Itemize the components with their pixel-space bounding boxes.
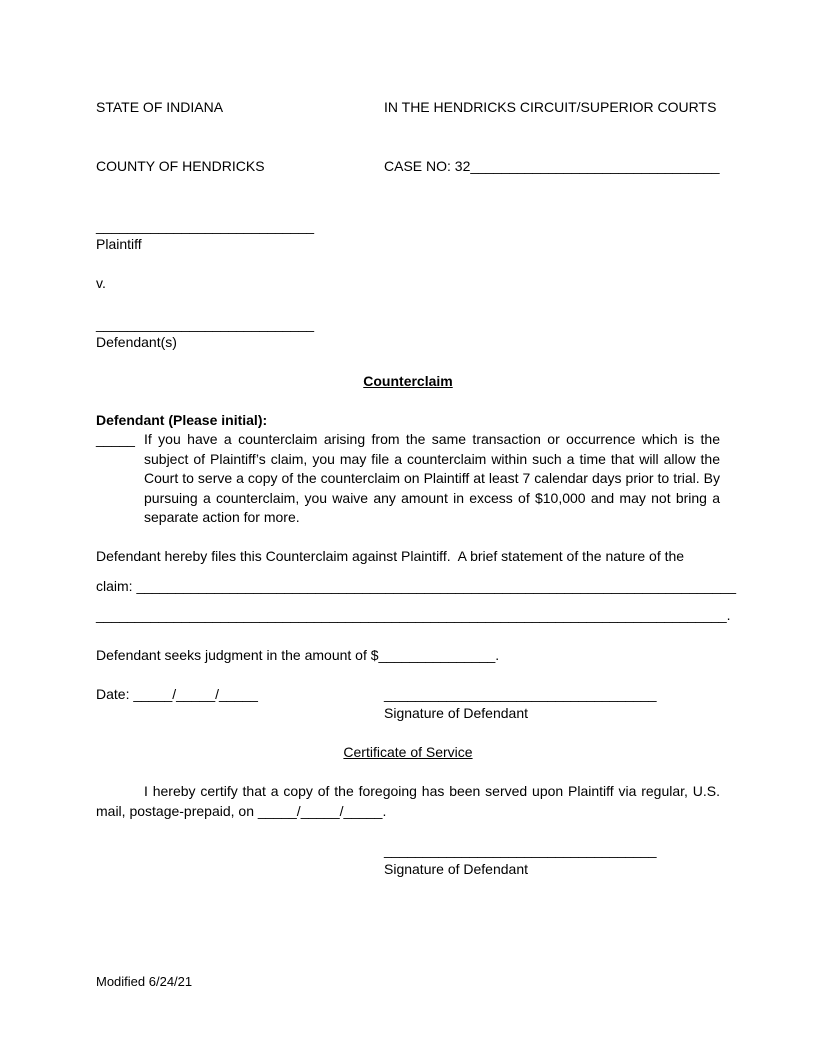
certificate-signature-label: Signature of Defendant [384, 861, 528, 877]
plaintiff-label: Plaintiff [96, 236, 142, 252]
plaintiff-name-field[interactable]: ____________________________ [96, 218, 315, 234]
date-field[interactable]: Date: _____/_____/_____ [96, 686, 258, 702]
signature-field[interactable]: ___________________________________ [384, 686, 657, 702]
signature-label: Signature of Defendant [384, 705, 528, 721]
statement-intro: Defendant hereby files this Counterclaim against Plaintiff. A brief statement of the nature of the [96, 548, 685, 564]
county-label: COUNTY OF HENDRICKS [96, 158, 265, 174]
certificate-title: Certificate of Service [343, 744, 473, 760]
state-label: STATE OF INDIANA [96, 99, 224, 115]
judgment-amount-field[interactable]: Defendant seeks judgment in the amount of $_______________. [96, 647, 500, 663]
document-title: Counterclaim [363, 373, 453, 389]
claim-field-continued[interactable]: _________________________________________________________________________________. [96, 607, 731, 623]
initial-heading: Defendant (Please initial): [96, 412, 268, 428]
claim-field[interactable]: claim: _____________________________________________________________________________ [96, 578, 736, 594]
court-label: IN THE HENDRICKS CIRCUIT/SUPERIOR COURTS [384, 99, 717, 115]
initial-field[interactable]: _____ [96, 431, 135, 447]
footer-modified: Modified 6/24/21 [96, 974, 193, 989]
certificate-signature-field[interactable]: ___________________________________ [384, 842, 657, 858]
versus-label: v. [96, 275, 106, 291]
counterclaim-notice: If you have a counterclaim arising from the same transaction or occurrence which is the subject of Plaintiff’s claim, you may file a counterclaim within such a time that will allow the Court to serve a copy of the counterclaim on Plaintiff at least 7 calendar days prior to trial. By pursuing a counterclaim, you waive any amount in excess of $10,000 and may not bring a separate action for more. [144, 431, 720, 526]
certificate-text: I hereby certify that a copy of the foregoing has been served upon Plaintiff via regular, U.S. mail, postage-prepaid, on _____/_____/_____. [96, 783, 720, 819]
defendant-name-field[interactable]: ____________________________ [96, 316, 315, 332]
defendant-label: Defendant(s) [96, 334, 177, 350]
case-number-field[interactable]: CASE NO: 32________________________________ [384, 158, 720, 174]
